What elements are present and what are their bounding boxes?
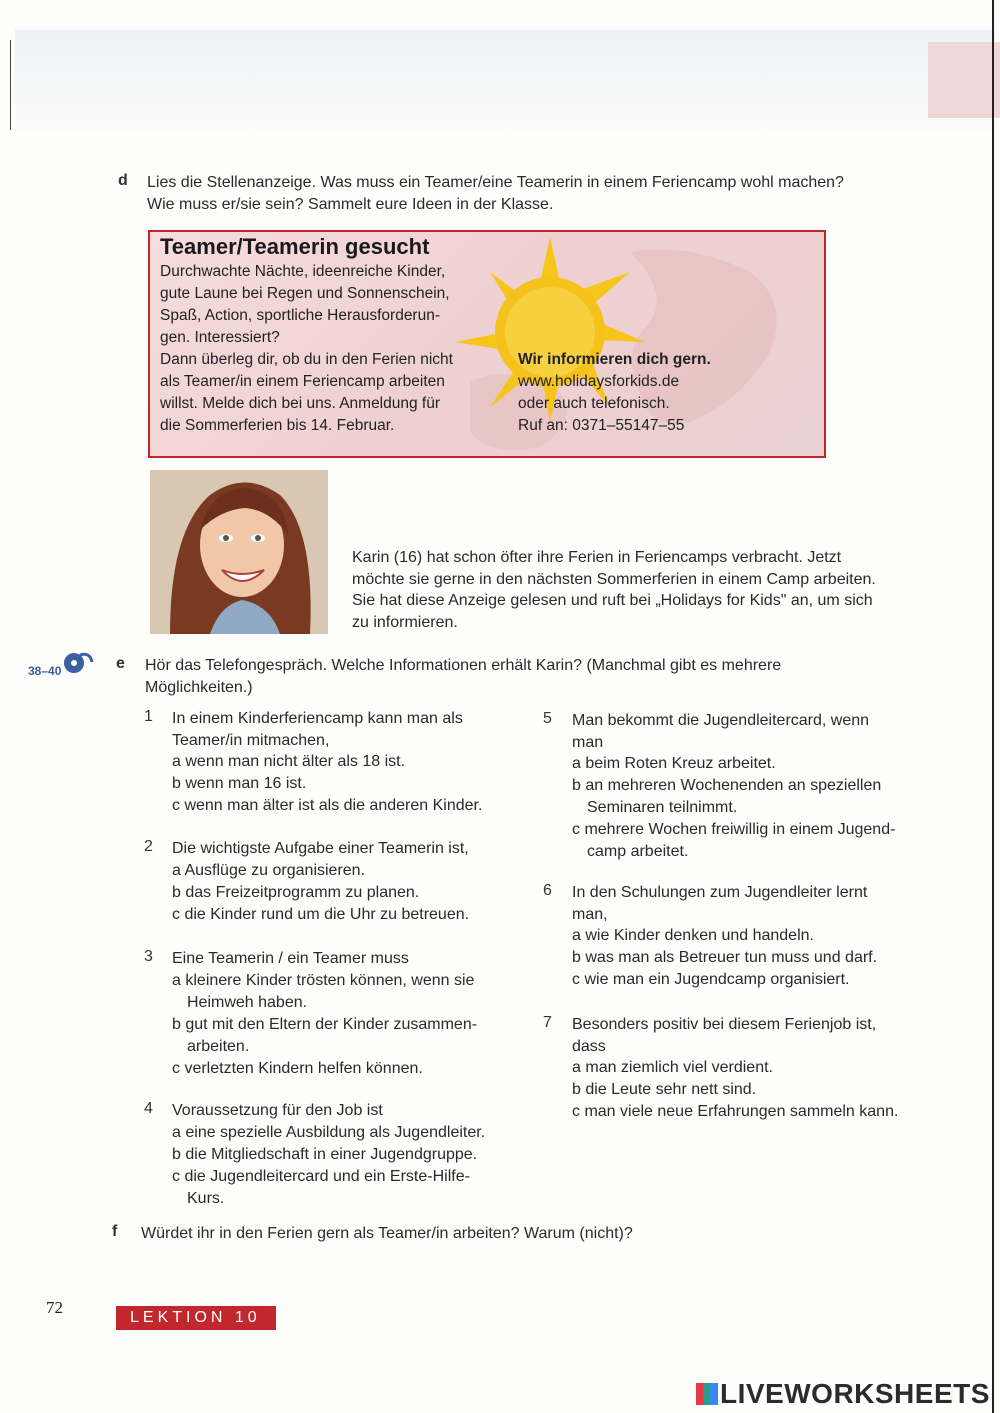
karin-line: möchte sie gerne in den nächsten Sommerferien in einem Camp arbeiten. bbox=[352, 570, 876, 588]
karin-line: Sie hat diese Anzeige gelesen und ruft bei „Holidays for Kids" an, um sich bbox=[352, 592, 873, 609]
karin-line: Karin (16) hat schon öfter ihre Ferien in Feriencamps verbracht. Jetzt bbox=[352, 549, 842, 566]
option-text: man ziemlich viel verdient. bbox=[585, 1059, 773, 1076]
answer-option[interactable] bbox=[172, 970, 474, 1013]
option-text: kleinere Kinder trösten können, wenn sie bbox=[185, 972, 475, 989]
stem-line: man, bbox=[572, 905, 608, 923]
option-text: was man als Betreuer tun muss und darf. bbox=[585, 949, 878, 966]
page-number: 72 bbox=[46, 1298, 63, 1317]
option-letter: c bbox=[172, 797, 180, 814]
option-text: wie man ein Jugendcamp organisiert. bbox=[584, 971, 850, 988]
question-number: 7 bbox=[543, 1014, 552, 1031]
answer-option[interactable] bbox=[572, 969, 849, 991]
question-stem bbox=[572, 1014, 876, 1057]
ad-line: Dann überleg dir, ob du in den Ferien nicht bbox=[160, 351, 453, 368]
option-text: gut mit den Eltern der Kinder zusammen- bbox=[185, 1016, 478, 1033]
question-number: 3 bbox=[144, 948, 153, 965]
answer-option[interactable] bbox=[172, 860, 365, 882]
ad-contact bbox=[518, 349, 711, 437]
ad-website[interactable]: www.holidaysforkids.de bbox=[518, 373, 680, 390]
answer-option[interactable] bbox=[572, 1101, 898, 1123]
option-text: man viele neue Erfahrungen sammeln kann. bbox=[584, 1103, 899, 1120]
question-stem bbox=[572, 710, 869, 753]
option-letter: a bbox=[572, 1059, 581, 1076]
option-letter: a bbox=[572, 755, 581, 772]
stem-line: dass bbox=[572, 1037, 606, 1055]
karin-line: zu informieren. bbox=[352, 613, 458, 631]
task-f-letter: f bbox=[112, 1223, 118, 1240]
question-stem: Die wichtigste Aufgabe einer Teamerin ist, bbox=[172, 840, 469, 857]
ad-line: willst. Melde dich bei uns. Anmeldung für bbox=[160, 395, 441, 412]
questions-left-column bbox=[144, 708, 524, 1210]
ad-title: Teamer/Teamerin gesucht bbox=[160, 234, 430, 259]
ad-line: die Sommerferien bis 14. Februar. bbox=[160, 417, 395, 434]
answer-option[interactable] bbox=[172, 795, 482, 817]
answer-option[interactable] bbox=[172, 1144, 477, 1166]
option-text: die Mitgliedschaft in einer Jugendgruppe. bbox=[185, 1146, 478, 1163]
lektion-label: LEKTION 10 bbox=[116, 1306, 276, 1330]
answer-option[interactable] bbox=[572, 775, 881, 818]
option-letter: c bbox=[172, 1060, 180, 1077]
ad-line: Spaß, Action, sportliche Herausforderun- bbox=[160, 307, 440, 324]
question-7 bbox=[543, 1014, 943, 1124]
option-text: Ausflüge zu organisieren. bbox=[184, 862, 366, 879]
answer-option[interactable] bbox=[172, 1014, 477, 1057]
karin-description bbox=[352, 547, 876, 633]
option-text-continued: arbeiten. bbox=[187, 1037, 250, 1055]
question-4 bbox=[144, 1100, 524, 1210]
option-text: die Leute sehr nett sind. bbox=[585, 1081, 757, 1098]
stem-line: Teamer/in mitmachen, bbox=[172, 731, 330, 749]
question-6 bbox=[543, 882, 943, 1014]
answer-option[interactable] bbox=[172, 1122, 485, 1144]
option-text-continued: Heimweh haben. bbox=[187, 993, 308, 1011]
question-2 bbox=[144, 838, 524, 948]
option-text-continued: camp arbeitet. bbox=[587, 842, 689, 860]
ad-phone: Ruf an: 0371–55147–55 bbox=[518, 417, 685, 434]
question-stem: Voraussetzung für den Job ist bbox=[172, 1102, 383, 1119]
answer-option[interactable] bbox=[572, 753, 776, 775]
ad-contact-line: oder auch telefonisch. bbox=[518, 395, 670, 412]
answer-option[interactable] bbox=[172, 1166, 470, 1209]
karin-photo bbox=[150, 470, 328, 634]
option-letter: a bbox=[572, 927, 581, 944]
ad-line: gute Laune bei Regen und Sonnenschein, bbox=[160, 285, 450, 302]
option-letter: a bbox=[172, 972, 181, 989]
option-text: das Freizeitprogramm zu planen. bbox=[185, 884, 420, 901]
question-number: 5 bbox=[543, 710, 552, 727]
option-text: verletzten Kindern helfen können. bbox=[184, 1060, 423, 1077]
stem-line: Besonders positiv bei diesem Ferienjob ist, bbox=[572, 1016, 877, 1033]
question-number: 4 bbox=[144, 1100, 153, 1117]
answer-option[interactable] bbox=[572, 1057, 773, 1079]
logo-mark-icon bbox=[696, 1383, 718, 1405]
task-e-instruction-line2: Möglichkeiten.) bbox=[145, 679, 253, 696]
option-text: wenn man älter ist als die anderen Kinder. bbox=[184, 797, 483, 814]
ad-contact-title: Wir informieren dich gern. bbox=[518, 351, 711, 368]
answer-option[interactable] bbox=[572, 1079, 756, 1101]
question-stem: Eine Teamerin / ein Teamer muss bbox=[172, 950, 409, 967]
question-stem bbox=[172, 708, 463, 751]
option-text: eine spezielle Ausbildung als Jugendleiter. bbox=[185, 1124, 486, 1141]
option-letter: b bbox=[172, 1016, 181, 1033]
option-letter: c bbox=[172, 1168, 180, 1185]
option-letter: a bbox=[172, 753, 181, 770]
option-text: wie Kinder denken und handeln. bbox=[585, 927, 814, 944]
stem-line: In den Schulungen zum Jugendleiter lernt bbox=[572, 884, 868, 901]
option-letter: b bbox=[172, 775, 181, 792]
answer-option[interactable] bbox=[572, 819, 895, 862]
option-letter: b bbox=[172, 884, 181, 901]
option-letter: b bbox=[572, 777, 581, 794]
task-e-letter: e bbox=[116, 655, 125, 672]
task-d-instruction-line2: Wie muss er/sie sein? Sammelt eure Ideen in der Klasse. bbox=[147, 196, 554, 213]
page-edge bbox=[992, 0, 994, 1413]
questions-right-column bbox=[543, 710, 943, 1124]
stem-line: man bbox=[572, 733, 604, 751]
answer-option[interactable] bbox=[172, 751, 405, 773]
ad-line: Durchwachte Nächte, ideenreiche Kinder, bbox=[160, 263, 446, 280]
answer-option[interactable] bbox=[172, 773, 306, 795]
option-letter: b bbox=[572, 949, 581, 966]
answer-option[interactable] bbox=[572, 947, 877, 969]
question-stem bbox=[572, 882, 867, 925]
page-tab-marker bbox=[928, 42, 1000, 118]
option-text-continued: Seminaren teilnimmt. bbox=[587, 798, 738, 816]
task-e-instruction-line1: Hör das Telefongespräch. Welche Informationen erhält Karin? (Manchmal gibt es mehrere bbox=[145, 657, 782, 674]
question-3 bbox=[144, 948, 524, 1100]
stem-line: Man bekommt die Jugendleitercard, wenn bbox=[572, 712, 870, 729]
answer-option[interactable] bbox=[172, 1058, 423, 1080]
ad-line: als Teamer/in einem Feriencamp arbeiten bbox=[160, 373, 445, 390]
answer-option[interactable] bbox=[172, 882, 419, 904]
page-edge-left bbox=[10, 40, 11, 130]
option-letter: c bbox=[572, 1103, 580, 1120]
option-letter: a bbox=[172, 1124, 181, 1141]
ad-body bbox=[160, 261, 453, 437]
option-text: die Jugendleitercard und ein Erste-Hilfe- bbox=[184, 1168, 470, 1185]
task-d-instruction-line1: Lies die Stellenanzeige. Was muss ein Teamer/eine Teamerin in einem Feriencamp wohl machen? bbox=[147, 174, 844, 191]
option-letter: b bbox=[172, 1146, 181, 1163]
job-advertisement bbox=[148, 230, 826, 458]
option-text: die Kinder rund um die Uhr zu betreuen. bbox=[184, 906, 470, 923]
answer-option[interactable] bbox=[572, 925, 814, 947]
task-f-instruction: Würdet ihr in den Ferien gern als Teamer/in arbeiten? Warum (nicht)? bbox=[141, 1225, 633, 1242]
top-color-band bbox=[15, 30, 995, 130]
question-number: 6 bbox=[543, 882, 552, 899]
option-text: mehrere Wochen freiwillig in einem Jugend- bbox=[584, 821, 896, 838]
stem-line: In einem Kinderferiencamp kann man als bbox=[172, 710, 463, 727]
option-letter: c bbox=[172, 906, 180, 923]
question-5 bbox=[543, 710, 943, 882]
answer-option[interactable] bbox=[172, 904, 469, 926]
option-text-continued: Kurs. bbox=[187, 1189, 225, 1207]
option-text: wenn man 16 ist. bbox=[185, 775, 307, 792]
task-d-letter: d bbox=[118, 172, 128, 189]
option-letter: c bbox=[572, 821, 580, 838]
liveworksheets-logo bbox=[696, 1378, 990, 1410]
track-number: 38–40 bbox=[28, 664, 62, 678]
option-text: beim Roten Kreuz arbeitet. bbox=[585, 755, 776, 772]
question-1 bbox=[144, 708, 524, 826]
logo-text: LIVEWORKSHEETS bbox=[720, 1378, 990, 1409]
ad-line: gen. Interessiert? bbox=[160, 329, 280, 346]
option-letter: b bbox=[572, 1081, 581, 1098]
portrait-image bbox=[150, 470, 328, 634]
question-number: 2 bbox=[144, 838, 153, 855]
question-number: 1 bbox=[144, 708, 153, 725]
option-text: wenn man nicht älter als 18 ist. bbox=[185, 753, 406, 770]
option-letter: a bbox=[172, 862, 181, 879]
option-letter: c bbox=[572, 971, 580, 988]
option-text: an mehreren Wochenenden an speziellen bbox=[585, 777, 882, 794]
